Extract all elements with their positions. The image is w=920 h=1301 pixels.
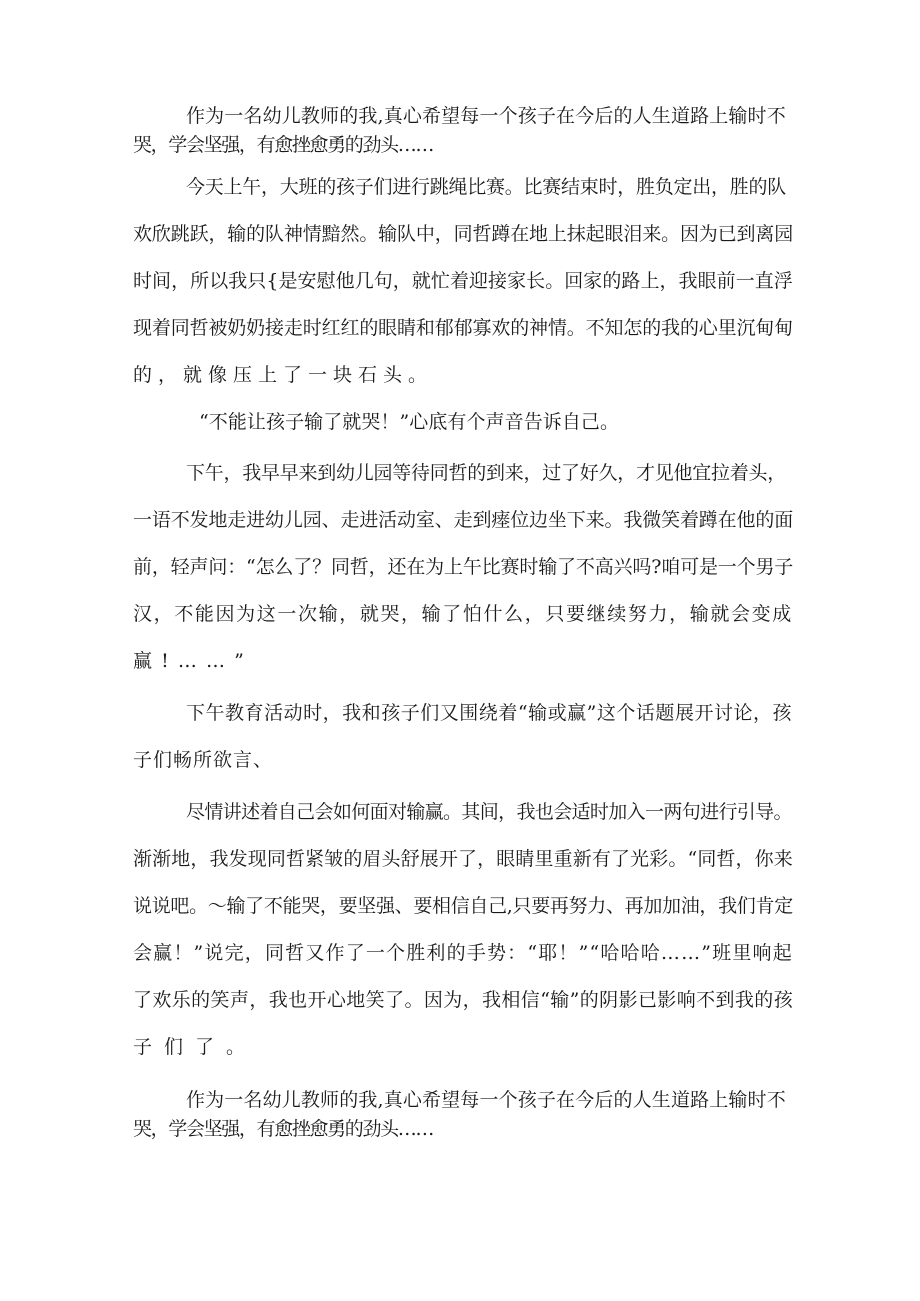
text-line: 前，轻声问：“怎么了？同哲，还在为上午比赛时输了不高兴吗?咱可是一个男子 xyxy=(133,556,794,578)
text-line: “不能让孩子输了就哭！”心底有个声音告诉自己。 xyxy=(199,411,620,433)
text-line: 下午教育活动时，我和孩子们又围绕着“输或赢”这个话题展开讨论，孩 xyxy=(186,702,793,724)
text-line: 子们了。 xyxy=(133,1036,258,1058)
text-line: 汉，不能因为这一次输，就哭，输了怕什么，只要继续努力，输就会变成 xyxy=(133,603,793,625)
text-line: 会赢！”说完，同哲又作了一个胜利的手势：“耶！”“哈哈哈……”班里响起 xyxy=(133,942,793,964)
text-line: 时间，所以我只{是安慰他几句，就忙着迎接家长。回家的路上，我眼前一直浮 xyxy=(133,270,793,292)
text-line: 说说吧。〜输了不能哭，要坚强、要相信自己,只要再努力、再加加油，我们肯定 xyxy=(133,895,793,917)
text-line: 一语不发地走进幼儿园、走进活动室、走到瘗位边坐下来。我微笑着蹲在他的面 xyxy=(133,509,794,531)
text-line: 的，就像压上了一块石头。 xyxy=(133,364,434,386)
text-line: 哭，学会坚强，有愈挫愈勇的劲头…… xyxy=(133,1118,434,1140)
text-line: 现着同哲被奶奶接走时红红的眼睛和郁郁寡欢的神情。不知怎的我的心里沉甸甸 xyxy=(133,317,794,339)
text-line: 赢!……” xyxy=(133,650,253,672)
text-line: 今天上午，大班的孩子们进行跳绳比赛。比赛结束时，胜负定出，胜的队 xyxy=(186,176,787,198)
text-line: 欢欣跳跃，输的队神情黯然。输队中，同哲蹲在地上抹起眼泪来。因为已到离园 xyxy=(133,223,794,245)
text-line: 作为一名幼儿教师的我,真心希望每一个孩子在今后的人生道路上输时不 xyxy=(186,1089,786,1111)
text-line: 作为一名幼儿教师的我,真心希望每一个孩子在今后的人生道路上输时不 xyxy=(186,105,786,127)
text-line: 尽情讲述着自己会如何面对输赢。其间，我也会适时加入一两句进行引导。 xyxy=(186,801,792,823)
text-line: 子们畅所欲言、 xyxy=(133,749,274,771)
text-line: 下午，我早早来到幼儿园等待同哲的到来，过了好久，才见他宜拉着头， xyxy=(186,462,787,484)
text-line: 了欢乐的笑声，我也开心地笑了。因为，我相信“输”的阴影已影响不到我的孩 xyxy=(133,989,794,1011)
text-line: 渐渐地，我发现同哲紧皱的眉头舒展开了，眼睛里重新有了光彩。“同哲，你来 xyxy=(133,848,793,870)
text-line: 哭，学会坚强，有愈挫愈勇的劲头…… xyxy=(133,134,434,156)
